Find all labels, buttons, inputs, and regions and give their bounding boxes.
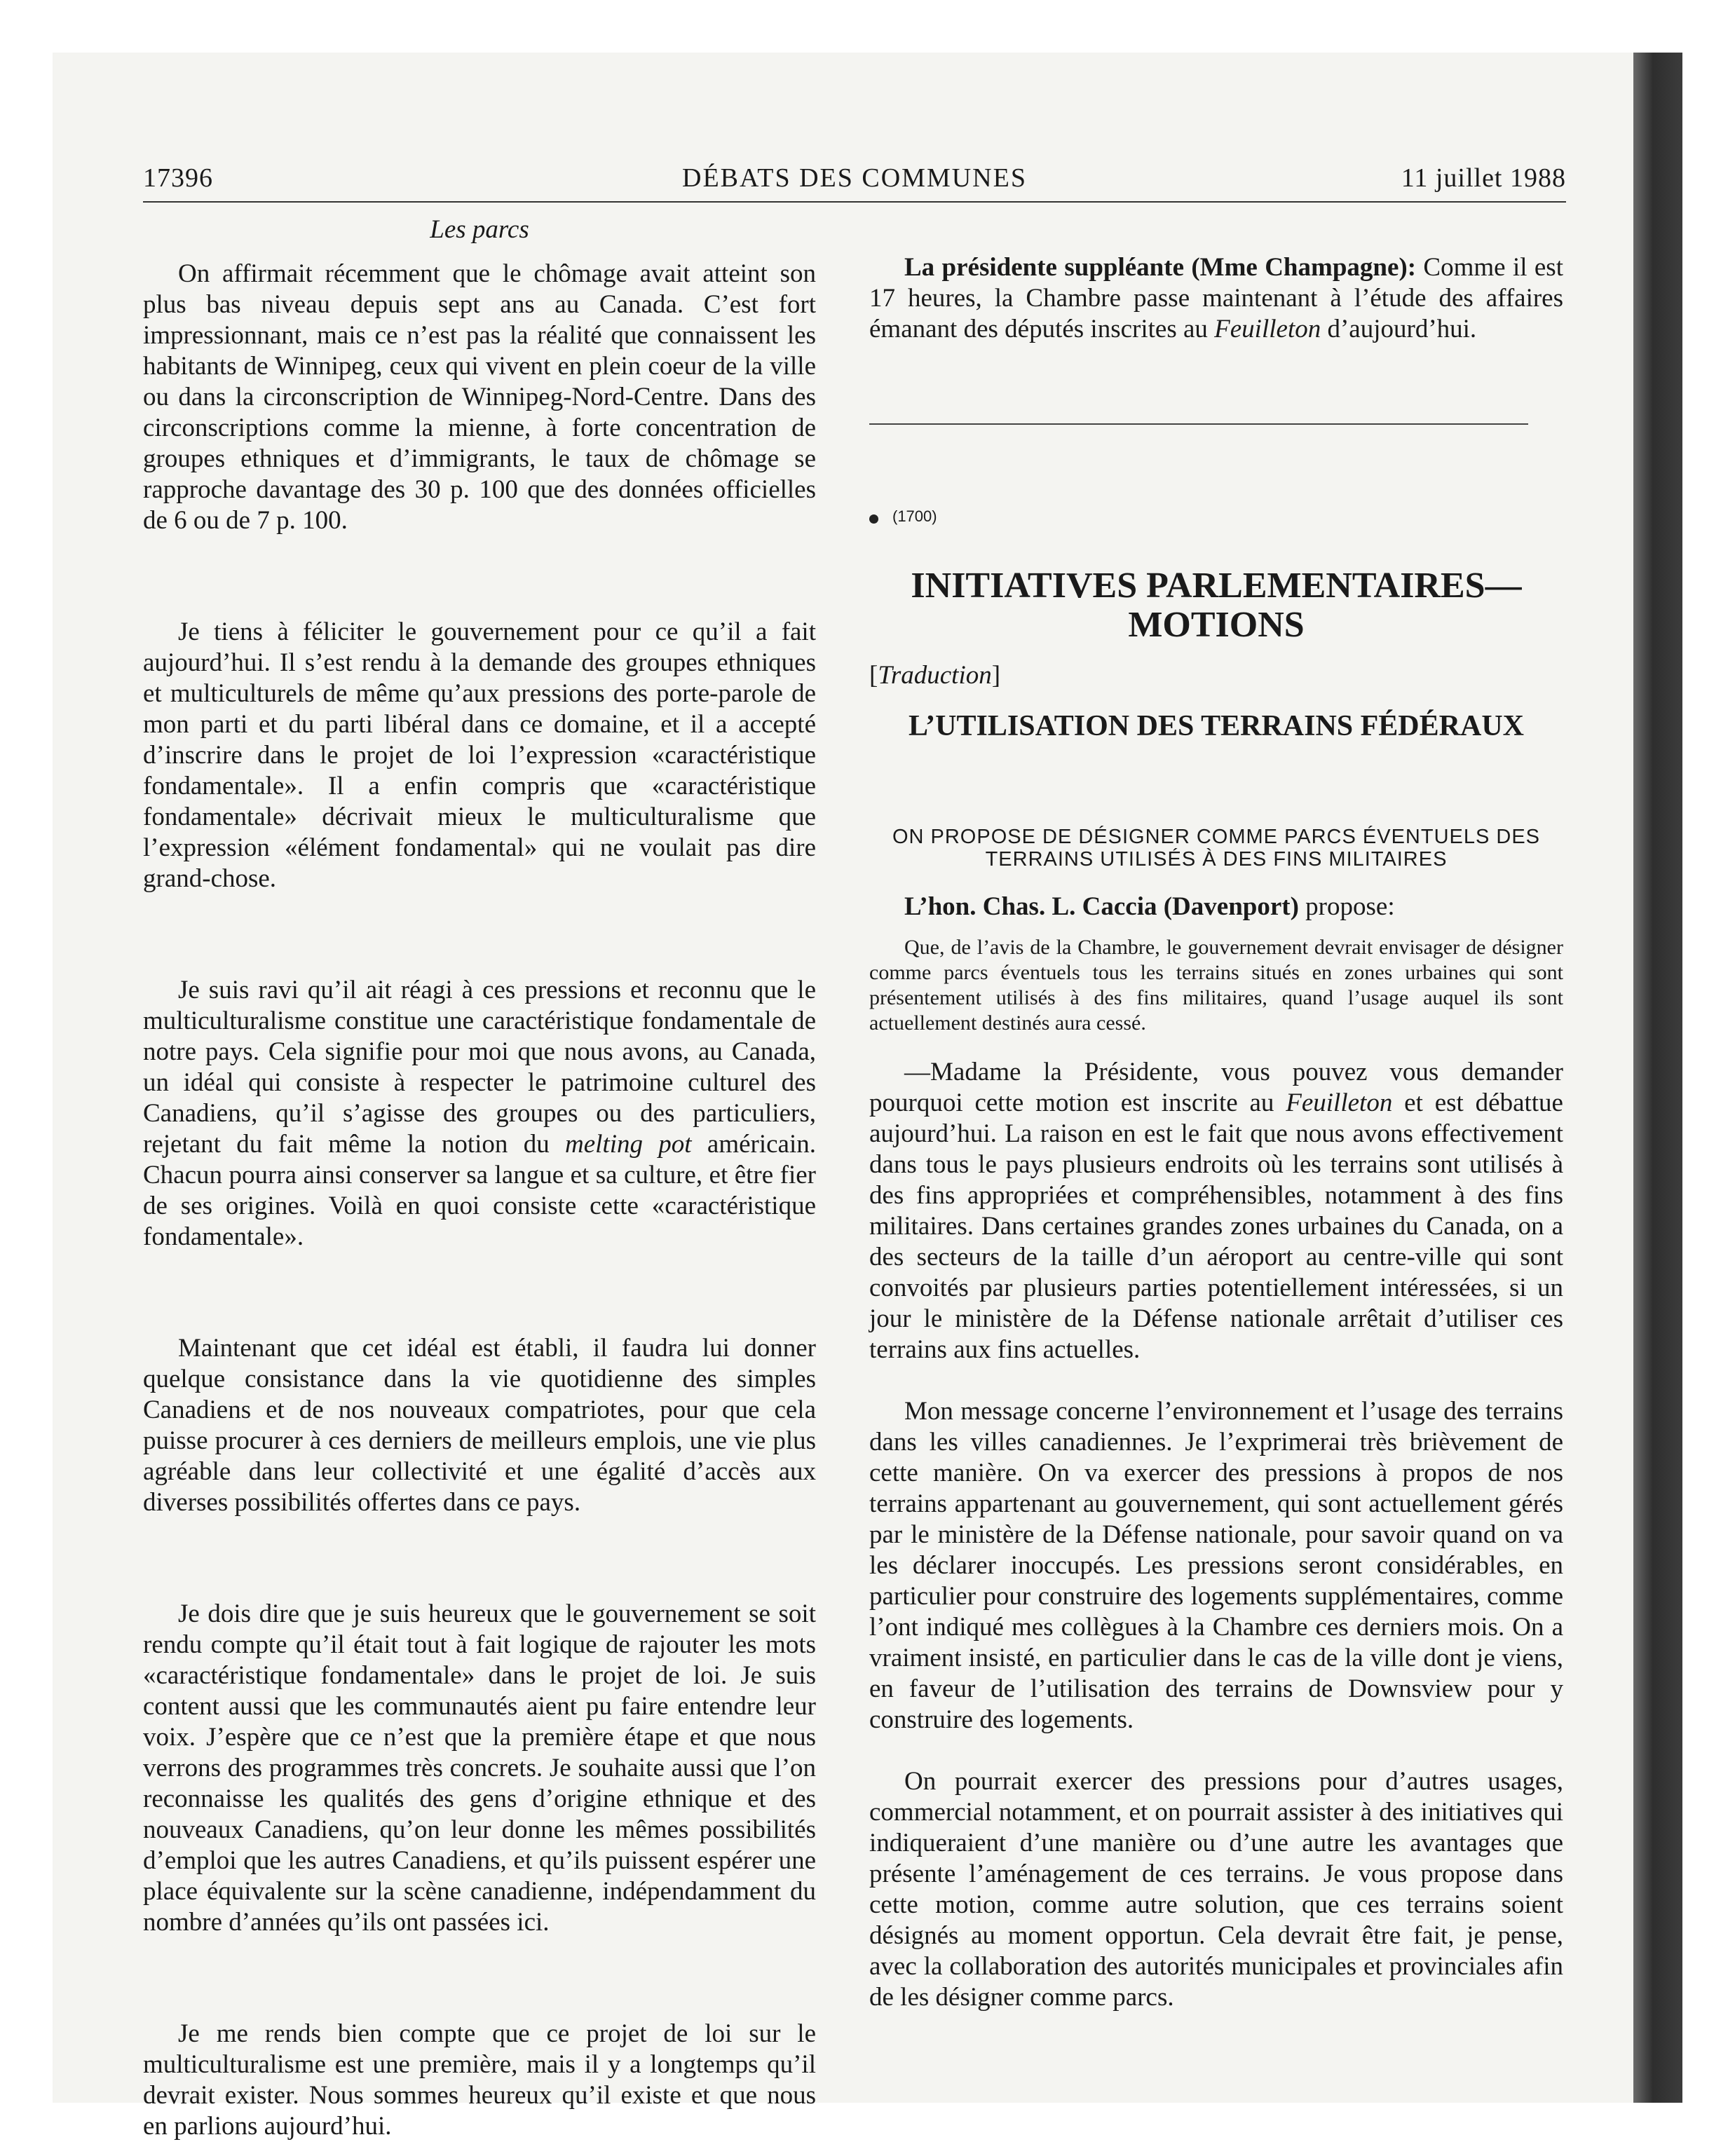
bullet-icon (869, 514, 878, 524)
page-header (143, 163, 1566, 202)
right-column (869, 252, 1563, 2013)
right-paragraph-3: On pourrait exercer des pressions pour d’autres usages, commercial notamment, et on pourrait assister à des initiatives qui indiqueraient d’une manière ou d’une autre les avantages que présente l’aménagement de ces terrains. Je vous propose dans cette motion, comme autre solution, que ces terrains soient désignés au moment opportun. Cela devrait être fait, je pense, avec la collaboration des autorités municipales et provinciales afin de les désigner comme parcs. (869, 1767, 1563, 2012)
speaker-paragraph: La présidente suppléante (Mme Champagne): Comme il est 17 heures, la Chambre passe maintenant à l’étude des affaires émanant des députés inscrites au Feuilleton d’aujourd’hui. (869, 253, 1563, 343)
page-number: 17396 (143, 163, 213, 193)
sub-heading: L’UTILISATION DES TERRAINS FÉDÉRAUX (909, 710, 1524, 742)
section-title: Les parcs (430, 215, 529, 244)
speaker-name: La présidente suppléante (Mme Champagne): (904, 253, 1417, 282)
left-paragraph-5: Je dois dire que je suis heureux que le gouvernement se soit rendu compte qu’il était tout à fait logique de rajouter les mots «caractéristique fondamentale» dans le projet de loi. Je suis content aussi que les communautés aient pu faire entendre leur voix. J’espère que ce n’est que la première étape et que nous verrons des programmes très concrets. Je souhaite aussi que l’on reconnaisse les qualités des gens d’origine ethnique et des nouveaux Canadiens, qu’on leur donne les mêmes possibilités d’emploi que les autres Canadiens, et qu’ils puissent espérer une place équivalente sur la scène canadienne, indépendamment du nombre d’années qu’ils ont passées ici. (143, 1599, 816, 1937)
left-paragraph-1: On affirmait récemment que le chômage avait atteint son plus bas niveau depuis sept ans au Canada. C’est fort impressionnant, mais ce n’est pas la réalité que connaissent les habitants de Winnipeg, ceux qui vivent en plein coeur de la ville ou dans la circonscription de Winnipeg-Nord-Centre. Dans des circonscriptions comme la mienne, à forte concentration de groupes ethniques et d’immigrants, le taux de chômage se rapproche davantage des 30 p. 100 que des données officielles de 6 ou de 7 p. 100. (143, 259, 816, 535)
motion-title: ON PROPOSE DE DÉSIGNER COMME PARCS ÉVENTUELS DES TERRAINS UTILISÉS À DES FINS MILITAIRES (892, 826, 1541, 871)
publication-title: DÉBATS DES COMMUNES (682, 163, 1027, 193)
binding-edge (1633, 53, 1682, 2103)
left-paragraph-3: Je suis ravi qu’il ait réagi à ces pressions et reconnu que le multiculturalisme constitue une caractéristique fondamentale de notre pays. Cela signifie pour moi que nous avons, au Canada, un idéal qui consiste à respecter le patrimoine culturel des Canadiens, qu’il s’agisse des groupes ou des particuliers, rejetant du fait même la notion du melting pot américain. Chacun pourra ainsi conserver sa langue et sa culture, et être fier de ses origines. Voilà en quoi consiste cette «caractéristique fondamentale». (143, 976, 816, 1251)
mover-line: L’hon. Chas. L. Caccia (Davenport) propose: (904, 892, 1395, 921)
right-paragraph-2: Mon message concerne l’environnement et l’usage des terrains dans les villes canadiennes. Je l’exprimerai très brièvement de cette manière. On va exercer des pressions à propos de nos terrains appartenant au gouvernement, qui sont actuellement gérés par le ministère de la Défense nationale, pour savoir quand on va les déclarer inoccupés. Les pressions seront considérables, en particulier pour construire des logements supplémentaires, comme l’ont indiqué mes collègues à la Chambre ces derniers mois. On a vraiment insisté, en particulier dans le cas de la ville dont je viens, en faveur de l’utilisation des terrains de Downsview pour y construire des logements. (869, 1397, 1563, 1734)
main-heading: INITIATIVES PARLEMENTAIRES— MOTIONS (911, 566, 1522, 645)
right-paragraph-1: —Madame la Présidente, vous pouvez vous demander pourquoi cette motion est inscrite au Feuilleton et est débattue aujourd’hui. La raison en est le fait que nous avons effectivement dans tous le pays plusieurs endroits où les terrains sont utilisés à des fins appropriées et compréhensibles, notamment à des fins militaires. Dans certaines grandes zones urbaines du Canada, on a des secteurs de la taille d’un aéroport au centre-ville qui sont convoités par plusieurs parties potentiellement intéressées, si un jour le ministère de la Défense nationale arrêtait d’utiliser ces terrains aux fins actuelles. (869, 1058, 1563, 1364)
header-rule (143, 201, 1566, 203)
time-marker: (1700) (869, 507, 1563, 526)
left-column (143, 210, 816, 2142)
left-paragraph-4: Maintenant que cet idéal est établi, il faudra lui donner quelque consistance dans la vie quotidienne des simples Canadiens et de nos nouveaux compatriotes, pour que cela puisse procurer à ces derniers de meilleurs emplois, une vie plus agréable dans leur collectivité et une égalité d’accès aux diverses possibilités offertes dans ce pays. (143, 1334, 816, 1517)
motion-text: Que, de l’avis de la Chambre, le gouvernement devrait envisager de désigner comme parcs éventuels tous les terrains situés en zones urbaines qui sont présentement utilisés à des fins militaires, quand l’usage auquel ils sont actuellement destinés aura cessé. (869, 936, 1563, 1035)
left-paragraph-6: Je me rends bien compte que ce projet de loi sur le multiculturalisme est une première, mais il y a longtemps qu’il devrait exister. Nous sommes heureux qu’il existe et que nous en parlions aujourd’hui. (143, 2019, 816, 2141)
translation-note: [Traduction] (869, 661, 1001, 690)
left-paragraph-2: Je tiens à féliciter le gouvernement pour ce qu’il a fait aujourd’hui. Il s’est rendu à la demande des groupes ethniques et multiculturels de même qu’aux pressions des porte-parole de mon parti et du parti libéral dans ce domaine, et il a accepté d’inscrire dans le projet de loi l’expression «caractéristique fondamentale». Il a enfin compris que «caractéristique fondamentale» décrivait mieux le multiculturalisme que l’expression «élément fondamental» qui ne voulait pas dire grand-chose. (143, 618, 816, 893)
page-date: 11 juillet 1988 (1401, 163, 1566, 193)
